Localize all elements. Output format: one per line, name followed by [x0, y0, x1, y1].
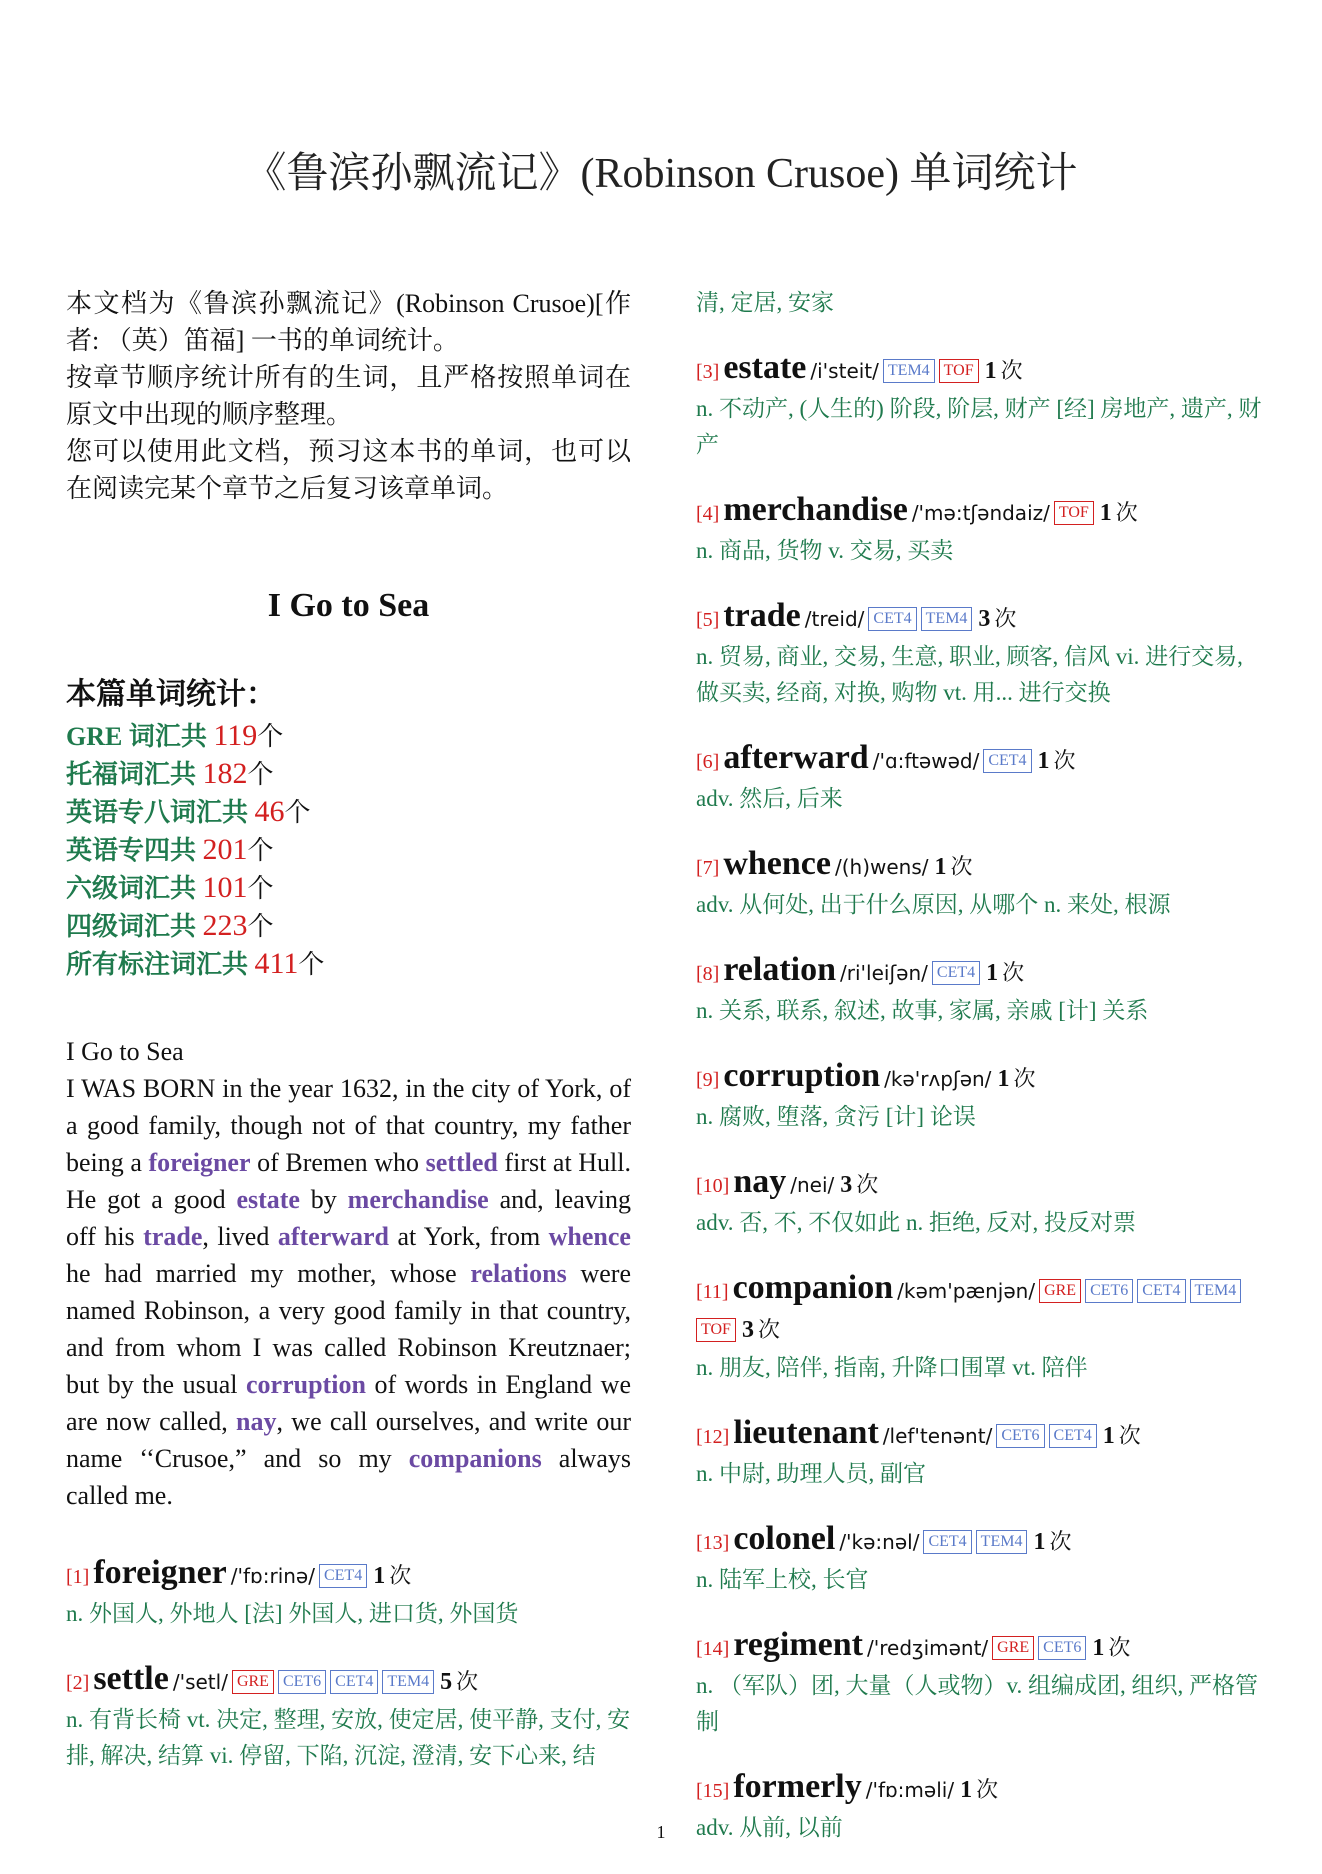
vocab-entry: [696, 1520, 1266, 1598]
level-tag: CET6: [996, 1424, 1044, 1448]
entry-definition: n. 关系, 联系, 叙述, 故事, 家属, 亲戚 [计] 关系: [696, 998, 1149, 1023]
entry-definition: 清, 定居, 安家: [696, 290, 834, 315]
stat-label: 四级词汇共: [66, 912, 203, 941]
stat-row: [66, 907, 631, 945]
entry-phonetic: /'fɒ:rinə/: [230, 1564, 315, 1588]
entry-word: formerly: [733, 1768, 862, 1805]
entry-definition: n. 有背长椅 vt. 决定, 整理, 安放, 使定居, 使平静, 支付, 安排, 解决, 结算 vi. 停留, 下陷, 沉淀, 澄清, 安下心来, 结: [66, 1707, 631, 1768]
right-column: [696, 285, 1266, 1874]
entry-word: settle: [93, 1660, 169, 1697]
highlighted-word: settled: [425, 1148, 498, 1177]
entry-count: 1: [960, 1777, 973, 1803]
stats-list: [66, 717, 631, 983]
stat-unit: 个: [257, 722, 284, 751]
entry-index: [4]: [696, 503, 720, 525]
entry-head: [696, 1414, 1266, 1456]
passage-heading: I Go to Sea: [66, 1037, 184, 1066]
entry-count-unit: 次: [1118, 1423, 1141, 1448]
entry-count-unit: 次: [757, 1317, 780, 1342]
entry-definition: n. （军队）团, 大量（人或物）v. 组编成团, 组织, 严格管制: [696, 1673, 1259, 1734]
entry-head: [696, 1768, 1266, 1810]
entry-count: 1: [1092, 1635, 1105, 1661]
level-tag: TEM4: [921, 607, 973, 631]
entry-definition: n. 中尉, 助理人员, 副官: [696, 1461, 926, 1486]
entry-count-unit: 次: [950, 854, 973, 879]
entry-definition: adv. 从何处, 出于什么原因, 从哪个 n. 来处, 根源: [696, 892, 1171, 917]
entry-word: lieutenant: [733, 1414, 879, 1451]
level-tag: CET4: [319, 1564, 367, 1588]
entry-count-unit: 次: [994, 606, 1017, 631]
entry-head: [696, 491, 1266, 533]
stat-label: GRE 词汇共: [66, 722, 214, 751]
vocab-entry: [696, 1163, 1266, 1241]
entry-word: afterward: [723, 739, 869, 776]
level-tag: CET6: [278, 1670, 326, 1694]
entry-count-unit: 次: [1053, 748, 1076, 773]
vocab-entry: [696, 1269, 1266, 1386]
entry-index: [7]: [696, 857, 720, 879]
entry-definition: n. 不动产, (人生的) 阶段, 阶层, 财产 [经] 房地产, 遗产, 财产: [696, 396, 1262, 457]
highlighted-word: companions: [408, 1444, 542, 1473]
level-tag: TOF: [696, 1318, 736, 1342]
entry-count-unit: 次: [1000, 358, 1023, 383]
entry-head: [66, 1660, 631, 1702]
page-number: 1: [656, 1822, 666, 1842]
entry-head: [696, 1626, 1266, 1668]
entry-index: [15]: [696, 1780, 730, 1802]
passage: [66, 1033, 631, 1514]
vocab-entry: [696, 951, 1266, 1029]
level-tag: TEM4: [883, 359, 935, 383]
stat-row: [66, 717, 631, 755]
stat-count: 411: [254, 947, 299, 980]
entry-word: relation: [723, 951, 837, 988]
entry-index: [8]: [696, 963, 720, 985]
entry-count-unit: 次: [1108, 1635, 1131, 1660]
level-tag: TEM4: [1190, 1279, 1242, 1303]
highlighted-word: merchandise: [347, 1185, 489, 1214]
vocab-entry: [696, 1626, 1266, 1740]
vocab-entry: [696, 1414, 1266, 1492]
entry-phonetic: /'ɑ:ftəwəd/: [872, 749, 980, 773]
entry-head: [696, 845, 1266, 887]
stat-label: 托福词汇共: [66, 760, 203, 789]
level-tag: CET4: [1049, 1424, 1097, 1448]
entry-phonetic: /i'steit/: [810, 359, 879, 383]
entry-count: 1: [1099, 500, 1112, 526]
entry-phonetic: /lef'tenənt/: [882, 1424, 993, 1448]
highlighted-word: foreigner: [148, 1148, 251, 1177]
entry-index: [6]: [696, 751, 720, 773]
level-tag: TOF: [939, 359, 979, 383]
vocab-entry: [696, 491, 1266, 569]
entry-word: estate: [723, 349, 807, 386]
level-tag: CET4: [932, 961, 980, 985]
entry-definition: n. 商品, 货物 v. 交易, 买卖: [696, 538, 954, 563]
entry-phonetic: /kə'rʌpʃən/: [884, 1067, 992, 1091]
entry-index: [12]: [696, 1426, 730, 1448]
entry-word: companion: [732, 1269, 894, 1306]
vocab-entry: [696, 1057, 1266, 1135]
entry-count: 1: [373, 1563, 386, 1589]
entry-word: whence: [723, 845, 831, 882]
stat-row: [66, 793, 631, 831]
stat-count: 201: [202, 833, 248, 866]
entry-definition: adv. 从前, 以前: [696, 1815, 843, 1840]
passage-text: I WAS BORN in the year 1632, in the city of York, of a good family, though not of that country, my father being a foreigner of Bremen who settled first at Hull. He got a good estate by merchandise and, leaving off his trade, lived afterward at York, from whence he had married my mother, whose relations were named Robinson, a very good family in that country, and from whom I was called Robinson Kreutznaer; but by the usual corruption of words in England we are now called, nay, we call ourselves, and write our name ‘‘Crusoe,” and so my companions always called me.: [66, 1074, 632, 1510]
entry-count-unit: 次: [1049, 1529, 1072, 1554]
level-tag: CET4: [330, 1670, 378, 1694]
vocab-entry: [696, 349, 1266, 463]
entry-count: 3: [978, 606, 991, 632]
entry-phonetic: /'redʒimənt/: [867, 1636, 989, 1660]
entry-count-unit: 次: [976, 1777, 999, 1802]
highlighted-word: whence: [548, 1222, 631, 1251]
entry-count: 1: [1033, 1529, 1046, 1555]
entry-head: [696, 597, 1266, 639]
highlighted-word: nay: [236, 1407, 277, 1436]
entry-definition: n. 腐败, 堕落, 贪污 [计] 论误: [696, 1104, 976, 1129]
entry-head: [696, 1163, 1266, 1205]
entry-count: 1: [1102, 1423, 1115, 1449]
entry-phonetic: /'setl/: [172, 1670, 228, 1694]
stat-unit: 个: [247, 760, 274, 789]
entry-count: 1: [984, 358, 997, 384]
entry-count-unit: 次: [389, 1563, 412, 1588]
stat-count: 223: [202, 909, 248, 942]
entry-index: [1]: [66, 1566, 90, 1588]
left-column: [66, 285, 631, 1802]
stat-unit: 个: [247, 912, 274, 941]
entry-index: [13]: [696, 1532, 730, 1554]
level-tag: CET6: [1038, 1636, 1086, 1660]
entry-phonetic: /'mə:tʃəndaiz/: [911, 501, 1050, 525]
entry-head: [66, 1554, 631, 1596]
level-tag: TEM4: [382, 1670, 434, 1694]
stat-unit: 个: [298, 950, 325, 979]
entry-definition: n. 朋友, 陪伴, 指南, 升降口围罩 vt. 陪伴: [696, 1355, 1088, 1380]
stat-row: [66, 755, 631, 793]
stat-label: 六级词汇共: [66, 874, 203, 903]
entry-word: foreigner: [93, 1554, 227, 1591]
entry-phonetic: /ri'leiʃən/: [840, 961, 928, 985]
chapter-title: I Go to Sea: [267, 587, 430, 624]
vocab-entry: [66, 1660, 631, 1774]
stat-row: [66, 945, 631, 983]
entry-phonetic: /nei/: [790, 1173, 835, 1197]
entry-phonetic: /'kə:nəl/: [839, 1530, 920, 1554]
highlighted-word: relations: [470, 1259, 567, 1288]
entry-definition: n. 陆军上校, 长官: [696, 1567, 869, 1592]
entry-head: [696, 1057, 1266, 1099]
entry-count-unit: 次: [1115, 500, 1138, 525]
stats-heading: 本篇单词统计：: [66, 678, 276, 711]
level-tag: CET6: [1085, 1279, 1133, 1303]
stat-unit: 个: [284, 798, 311, 827]
entry-index: [14]: [696, 1638, 730, 1660]
stat-count: 101: [202, 871, 248, 904]
entry-definition: adv. 然后, 后来: [696, 786, 843, 811]
stat-unit: 个: [247, 836, 274, 865]
right-vocab-list: [696, 349, 1266, 1846]
level-tag: CET4: [1137, 1279, 1185, 1303]
stat-count: 46: [254, 795, 285, 828]
entry-index: [5]: [696, 609, 720, 631]
entry-count: 5: [440, 1669, 453, 1695]
stat-row: [66, 869, 631, 907]
entry-definition: n. 外国人, 外地人 [法] 外国人, 进口货, 外国货: [66, 1601, 519, 1626]
entry-count-unit: 次: [1002, 960, 1025, 985]
entry-count: 1: [934, 854, 947, 880]
stat-row: [66, 831, 631, 869]
entry-word: trade: [723, 597, 801, 634]
vocab-entry: [696, 739, 1266, 817]
level-tag: CET4: [923, 1530, 971, 1554]
entry-count: 1: [1037, 748, 1050, 774]
intro-paragraph: 本文档为《鲁滨孙飘流记》(Robinson Crusoe)[作者: （英）笛福] 一书的单词统计。: [66, 289, 631, 355]
level-tag: CET4: [868, 607, 916, 631]
entry-count-unit: 次: [856, 1172, 879, 1197]
entry-phonetic: /treid/: [804, 607, 865, 631]
entry-head: [696, 1269, 1266, 1350]
entry-head: [696, 349, 1266, 391]
entry-count: 1: [986, 960, 999, 986]
level-tag: GRE: [992, 1636, 1034, 1660]
intro-paragraph: 您可以使用此文档，预习这本书的单词，也可以在阅读完某个章节之后复习该章单词。: [66, 437, 631, 503]
entry-count: 3: [741, 1317, 754, 1343]
highlighted-word: afterward: [277, 1222, 390, 1251]
entry-word: regiment: [733, 1626, 863, 1663]
entry-definition: adv. 否, 不, 不仅如此 n. 拒绝, 反对, 投反对票: [696, 1210, 1136, 1235]
highlighted-word: corruption: [246, 1370, 366, 1399]
entry-word: nay: [733, 1163, 787, 1200]
entry-count: 1: [997, 1066, 1010, 1092]
entry-head: [696, 1520, 1266, 1562]
entry-count-unit: 次: [1013, 1066, 1036, 1091]
level-tag: TOF: [1054, 501, 1094, 525]
vocab-entry: [696, 597, 1266, 711]
entry-count: 3: [840, 1172, 853, 1198]
stat-label: 英语专八词汇共: [66, 798, 255, 827]
level-tag: CET4: [983, 749, 1031, 773]
entry-count-unit: 次: [456, 1669, 479, 1694]
intro-paragraph: 按章节顺序统计所有的生词，且严格按照单词在原文中出现的顺序整理。: [66, 363, 631, 429]
highlighted-word: trade: [143, 1222, 203, 1251]
entry-word: merchandise: [723, 491, 908, 528]
highlighted-word: estate: [236, 1185, 300, 1214]
stat-count: 119: [213, 719, 258, 752]
level-tag: GRE: [1039, 1279, 1081, 1303]
vocab-entry: [66, 1554, 631, 1632]
entry-word: corruption: [723, 1057, 881, 1094]
entry-head: [696, 739, 1266, 781]
entry-phonetic: /'fɒ:məli/: [865, 1778, 955, 1802]
entry-continuation: [696, 285, 1266, 321]
intro: [66, 285, 631, 507]
entry-definition: n. 贸易, 商业, 交易, 生意, 职业, 顾客, 信风 vi. 进行交易, 做买卖, 经商, 对换, 购物 vt. 用... 进行交换: [696, 644, 1243, 705]
page-title: 《鲁滨孙飘流记》(Robinson Crusoe) 单词统计: [244, 151, 1078, 197]
entry-index: [2]: [66, 1672, 90, 1694]
stat-unit: 个: [247, 874, 274, 903]
entry-index: [11]: [696, 1281, 729, 1303]
vocab-entry: [696, 845, 1266, 923]
entry-index: [3]: [696, 361, 720, 383]
entry-word: colonel: [733, 1520, 836, 1557]
entry-head: [696, 951, 1266, 993]
entry-index: [9]: [696, 1069, 720, 1091]
stat-label: 所有标注词汇共: [66, 950, 255, 979]
entry-phonetic: /kəm'pænjən/: [897, 1279, 1036, 1303]
entry-index: [10]: [696, 1175, 730, 1197]
stat-count: 182: [202, 757, 248, 790]
stat-label: 英语专四共: [66, 836, 203, 865]
left-vocab-list: [66, 1554, 631, 1774]
level-tag: GRE: [232, 1670, 274, 1694]
entry-phonetic: /(h)wens/: [834, 855, 929, 879]
level-tag: TEM4: [976, 1530, 1028, 1554]
